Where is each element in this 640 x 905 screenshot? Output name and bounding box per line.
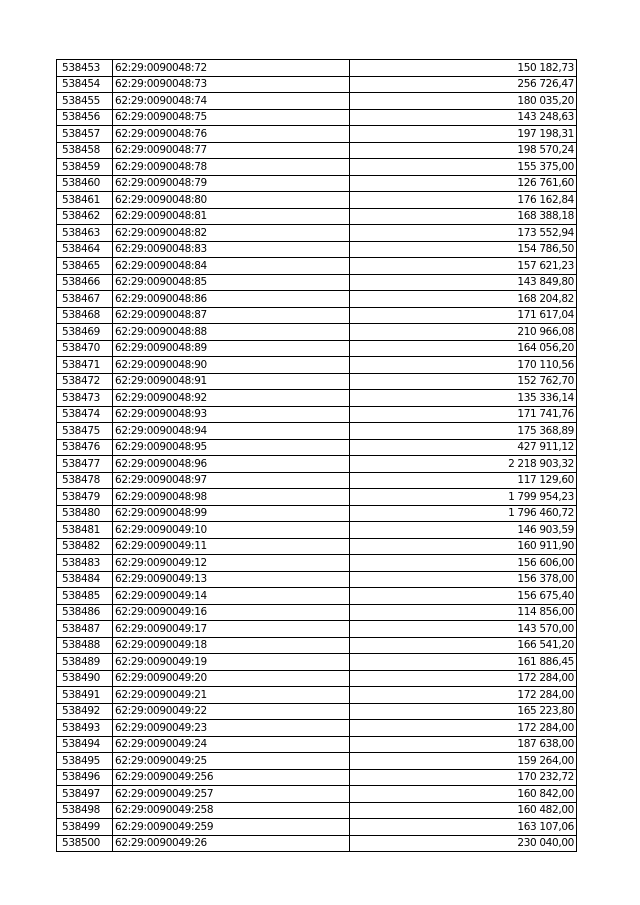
- cadastral-value-cell: 170 110,56: [350, 357, 577, 374]
- table-row: [57, 258, 577, 275]
- row-number-cell: 538478: [57, 472, 113, 489]
- cadastral-number-cell: 62:29:0090049:258: [113, 802, 350, 819]
- table-row: [57, 720, 577, 737]
- cadastral-value-cell: 143 570,00: [350, 621, 577, 638]
- row-number-cell: 538486: [57, 604, 113, 621]
- cadastral-value-table: [56, 59, 577, 852]
- table-row: [57, 637, 577, 654]
- cadastral-number-cell: 62:29:0090049:11: [113, 538, 350, 555]
- row-number-cell: 538453: [57, 60, 113, 77]
- cadastral-value-cell: 198 570,24: [350, 142, 577, 159]
- row-number-cell: 538456: [57, 109, 113, 126]
- cadastral-number-cell: 62:29:0090048:81: [113, 208, 350, 225]
- table-row: [57, 324, 577, 341]
- cadastral-number-cell: 62:29:0090049:24: [113, 736, 350, 753]
- cadastral-number-cell: 62:29:0090048:95: [113, 439, 350, 456]
- cadastral-value-cell: 163 107,06: [350, 819, 577, 836]
- table-row: [57, 390, 577, 407]
- cadastral-value-cell: 143 248,63: [350, 109, 577, 126]
- cadastral-number-cell: 62:29:0090048:99: [113, 505, 350, 522]
- cadastral-value-cell: 150 182,73: [350, 60, 577, 77]
- cadastral-value-cell: 135 336,14: [350, 390, 577, 407]
- cadastral-value-cell: 2 218 903,32: [350, 456, 577, 473]
- table-row: [57, 373, 577, 390]
- table-row: [57, 555, 577, 572]
- cadastral-number-cell: 62:29:0090048:75: [113, 109, 350, 126]
- cadastral-value-cell: 114 856,00: [350, 604, 577, 621]
- row-number-cell: 538481: [57, 522, 113, 539]
- cadastral-value-cell: 117 129,60: [350, 472, 577, 489]
- row-number-cell: 538499: [57, 819, 113, 836]
- cadastral-number-cell: 62:29:0090048:74: [113, 93, 350, 110]
- cadastral-number-cell: 62:29:0090049:257: [113, 786, 350, 803]
- table-row: [57, 126, 577, 143]
- cadastral-value-cell: 427 911,12: [350, 439, 577, 456]
- cadastral-number-cell: 62:29:0090048:88: [113, 324, 350, 341]
- cadastral-number-cell: 62:29:0090049:23: [113, 720, 350, 737]
- cadastral-number-cell: 62:29:0090048:83: [113, 241, 350, 258]
- cadastral-number-cell: 62:29:0090048:98: [113, 489, 350, 506]
- table-row: [57, 208, 577, 225]
- table-row: [57, 703, 577, 720]
- row-number-cell: 538470: [57, 340, 113, 357]
- cadastral-number-cell: 62:29:0090048:97: [113, 472, 350, 489]
- cadastral-number-cell: 62:29:0090049:21: [113, 687, 350, 704]
- row-number-cell: 538498: [57, 802, 113, 819]
- row-number-cell: 538491: [57, 687, 113, 704]
- cadastral-number-cell: 62:29:0090048:92: [113, 390, 350, 407]
- row-number-cell: 538496: [57, 769, 113, 786]
- row-number-cell: 538459: [57, 159, 113, 176]
- cadastral-value-cell: 160 482,00: [350, 802, 577, 819]
- cadastral-value-cell: 172 284,00: [350, 720, 577, 737]
- cadastral-number-cell: 62:29:0090048:82: [113, 225, 350, 242]
- row-number-cell: 538497: [57, 786, 113, 803]
- cadastral-number-cell: 62:29:0090049:17: [113, 621, 350, 638]
- cadastral-value-cell: 156 606,00: [350, 555, 577, 572]
- row-number-cell: 538472: [57, 373, 113, 390]
- cadastral-number-cell: 62:29:0090048:72: [113, 60, 350, 77]
- row-number-cell: 538462: [57, 208, 113, 225]
- row-number-cell: 538488: [57, 637, 113, 654]
- row-number-cell: 538487: [57, 621, 113, 638]
- row-number-cell: 538468: [57, 307, 113, 324]
- cadastral-number-cell: 62:29:0090049:26: [113, 835, 350, 852]
- cadastral-number-cell: 62:29:0090049:18: [113, 637, 350, 654]
- cadastral-value-cell: 168 388,18: [350, 208, 577, 225]
- cadastral-number-cell: 62:29:0090048:78: [113, 159, 350, 176]
- row-number-cell: 538479: [57, 489, 113, 506]
- cadastral-number-cell: 62:29:0090048:94: [113, 423, 350, 440]
- table-row: [57, 571, 577, 588]
- row-number-cell: 538455: [57, 93, 113, 110]
- cadastral-number-cell: 62:29:0090049:12: [113, 555, 350, 572]
- table-row: [57, 274, 577, 291]
- cadastral-number-cell: 62:29:0090049:259: [113, 819, 350, 836]
- row-number-cell: 538474: [57, 406, 113, 423]
- cadastral-value-cell: 1 799 954,23: [350, 489, 577, 506]
- cadastral-number-cell: 62:29:0090049:20: [113, 670, 350, 687]
- table-row: [57, 340, 577, 357]
- table-row: [57, 489, 577, 506]
- row-number-cell: 538477: [57, 456, 113, 473]
- cadastral-value-cell: 159 264,00: [350, 753, 577, 770]
- cadastral-value-cell: 180 035,20: [350, 93, 577, 110]
- table-row: [57, 406, 577, 423]
- row-number-cell: 538484: [57, 571, 113, 588]
- row-number-cell: 538490: [57, 670, 113, 687]
- cadastral-number-cell: 62:29:0090048:85: [113, 274, 350, 291]
- cadastral-number-cell: 62:29:0090048:79: [113, 175, 350, 192]
- table-row: [57, 522, 577, 539]
- table-row: [57, 505, 577, 522]
- table-row: [57, 60, 577, 77]
- cadastral-number-cell: 62:29:0090048:87: [113, 307, 350, 324]
- cadastral-value-cell: 1 796 460,72: [350, 505, 577, 522]
- cadastral-value-cell: 126 761,60: [350, 175, 577, 192]
- cadastral-value-cell: 156 675,40: [350, 588, 577, 605]
- cadastral-value-cell: 171 741,76: [350, 406, 577, 423]
- table-row: [57, 76, 577, 93]
- table-row: [57, 142, 577, 159]
- row-number-cell: 538454: [57, 76, 113, 93]
- row-number-cell: 538471: [57, 357, 113, 374]
- table-row: [57, 819, 577, 836]
- row-number-cell: 538460: [57, 175, 113, 192]
- cadastral-value-cell: 160 911,90: [350, 538, 577, 555]
- cadastral-value-cell: 160 842,00: [350, 786, 577, 803]
- cadastral-number-cell: 62:29:0090048:89: [113, 340, 350, 357]
- table-row: [57, 357, 577, 374]
- cadastral-number-cell: 62:29:0090049:25: [113, 753, 350, 770]
- table-row: [57, 307, 577, 324]
- cadastral-number-cell: 62:29:0090049:256: [113, 769, 350, 786]
- table-row: [57, 241, 577, 258]
- cadastral-number-cell: 62:29:0090049:13: [113, 571, 350, 588]
- row-number-cell: 538469: [57, 324, 113, 341]
- row-number-cell: 538463: [57, 225, 113, 242]
- row-number-cell: 538492: [57, 703, 113, 720]
- cadastral-number-cell: 62:29:0090049:14: [113, 588, 350, 605]
- table-row: [57, 225, 577, 242]
- cadastral-value-cell: 173 552,94: [350, 225, 577, 242]
- cadastral-value-cell: 175 368,89: [350, 423, 577, 440]
- table-row: [57, 753, 577, 770]
- row-number-cell: 538483: [57, 555, 113, 572]
- row-number-cell: 538493: [57, 720, 113, 737]
- cadastral-value-cell: 164 056,20: [350, 340, 577, 357]
- cadastral-value-cell: 168 204,82: [350, 291, 577, 308]
- table-row: [57, 538, 577, 555]
- table-row: [57, 802, 577, 819]
- cadastral-value-cell: 172 284,00: [350, 687, 577, 704]
- cadastral-number-cell: 62:29:0090049:16: [113, 604, 350, 621]
- table-body: [57, 60, 577, 852]
- table-row: [57, 670, 577, 687]
- cadastral-value-cell: 171 617,04: [350, 307, 577, 324]
- cadastral-value-cell: 165 223,80: [350, 703, 577, 720]
- cadastral-number-cell: 62:29:0090048:84: [113, 258, 350, 275]
- table-row: [57, 654, 577, 671]
- cadastral-value-cell: 176 162,84: [350, 192, 577, 209]
- cadastral-value-cell: 156 378,00: [350, 571, 577, 588]
- row-number-cell: 538495: [57, 753, 113, 770]
- row-number-cell: 538482: [57, 538, 113, 555]
- cadastral-number-cell: 62:29:0090048:96: [113, 456, 350, 473]
- row-number-cell: 538475: [57, 423, 113, 440]
- cadastral-value-cell: 155 375,00: [350, 159, 577, 176]
- cadastral-number-cell: 62:29:0090049:10: [113, 522, 350, 539]
- cadastral-number-cell: 62:29:0090048:90: [113, 357, 350, 374]
- table-row: [57, 786, 577, 803]
- cadastral-value-cell: 152 762,70: [350, 373, 577, 390]
- cadastral-number-cell: 62:29:0090049:19: [113, 654, 350, 671]
- row-number-cell: 538485: [57, 588, 113, 605]
- row-number-cell: 538476: [57, 439, 113, 456]
- cadastral-number-cell: 62:29:0090048:91: [113, 373, 350, 390]
- table-row: [57, 588, 577, 605]
- table-row: [57, 736, 577, 753]
- cadastral-number-cell: 62:29:0090048:73: [113, 76, 350, 93]
- cadastral-value-cell: 143 849,80: [350, 274, 577, 291]
- table-row: [57, 291, 577, 308]
- cadastral-value-cell: 166 541,20: [350, 637, 577, 654]
- cadastral-value-cell: 187 638,00: [350, 736, 577, 753]
- cadastral-value-cell: 170 232,72: [350, 769, 577, 786]
- cadastral-number-cell: 62:29:0090048:76: [113, 126, 350, 143]
- row-number-cell: 538466: [57, 274, 113, 291]
- cadastral-value-cell: 172 284,00: [350, 670, 577, 687]
- table-row: [57, 439, 577, 456]
- row-number-cell: 538489: [57, 654, 113, 671]
- table-row: [57, 687, 577, 704]
- row-number-cell: 538467: [57, 291, 113, 308]
- cadastral-value-cell: 157 621,23: [350, 258, 577, 275]
- table-row: [57, 192, 577, 209]
- row-number-cell: 538480: [57, 505, 113, 522]
- cadastral-number-cell: 62:29:0090048:80: [113, 192, 350, 209]
- table-row: [57, 472, 577, 489]
- row-number-cell: 538464: [57, 241, 113, 258]
- cadastral-number-cell: 62:29:0090048:77: [113, 142, 350, 159]
- table-row: [57, 109, 577, 126]
- table-row: [57, 159, 577, 176]
- cadastral-value-cell: 230 040,00: [350, 835, 577, 852]
- cadastral-value-cell: 161 886,45: [350, 654, 577, 671]
- table-row: [57, 175, 577, 192]
- table-row: [57, 93, 577, 110]
- row-number-cell: 538494: [57, 736, 113, 753]
- row-number-cell: 538461: [57, 192, 113, 209]
- row-number-cell: 538473: [57, 390, 113, 407]
- cadastral-number-cell: 62:29:0090049:22: [113, 703, 350, 720]
- table-row: [57, 769, 577, 786]
- table-row: [57, 621, 577, 638]
- row-number-cell: 538500: [57, 835, 113, 852]
- row-number-cell: 538458: [57, 142, 113, 159]
- table-row: [57, 835, 577, 852]
- cadastral-number-cell: 62:29:0090048:86: [113, 291, 350, 308]
- table-row: [57, 456, 577, 473]
- row-number-cell: 538457: [57, 126, 113, 143]
- cadastral-value-cell: 256 726,47: [350, 76, 577, 93]
- cadastral-value-cell: 210 966,08: [350, 324, 577, 341]
- cadastral-value-cell: 154 786,50: [350, 241, 577, 258]
- cadastral-value-cell: 146 903,59: [350, 522, 577, 539]
- cadastral-value-cell: 197 198,31: [350, 126, 577, 143]
- table-row: [57, 604, 577, 621]
- cadastral-number-cell: 62:29:0090048:93: [113, 406, 350, 423]
- table-row: [57, 423, 577, 440]
- row-number-cell: 538465: [57, 258, 113, 275]
